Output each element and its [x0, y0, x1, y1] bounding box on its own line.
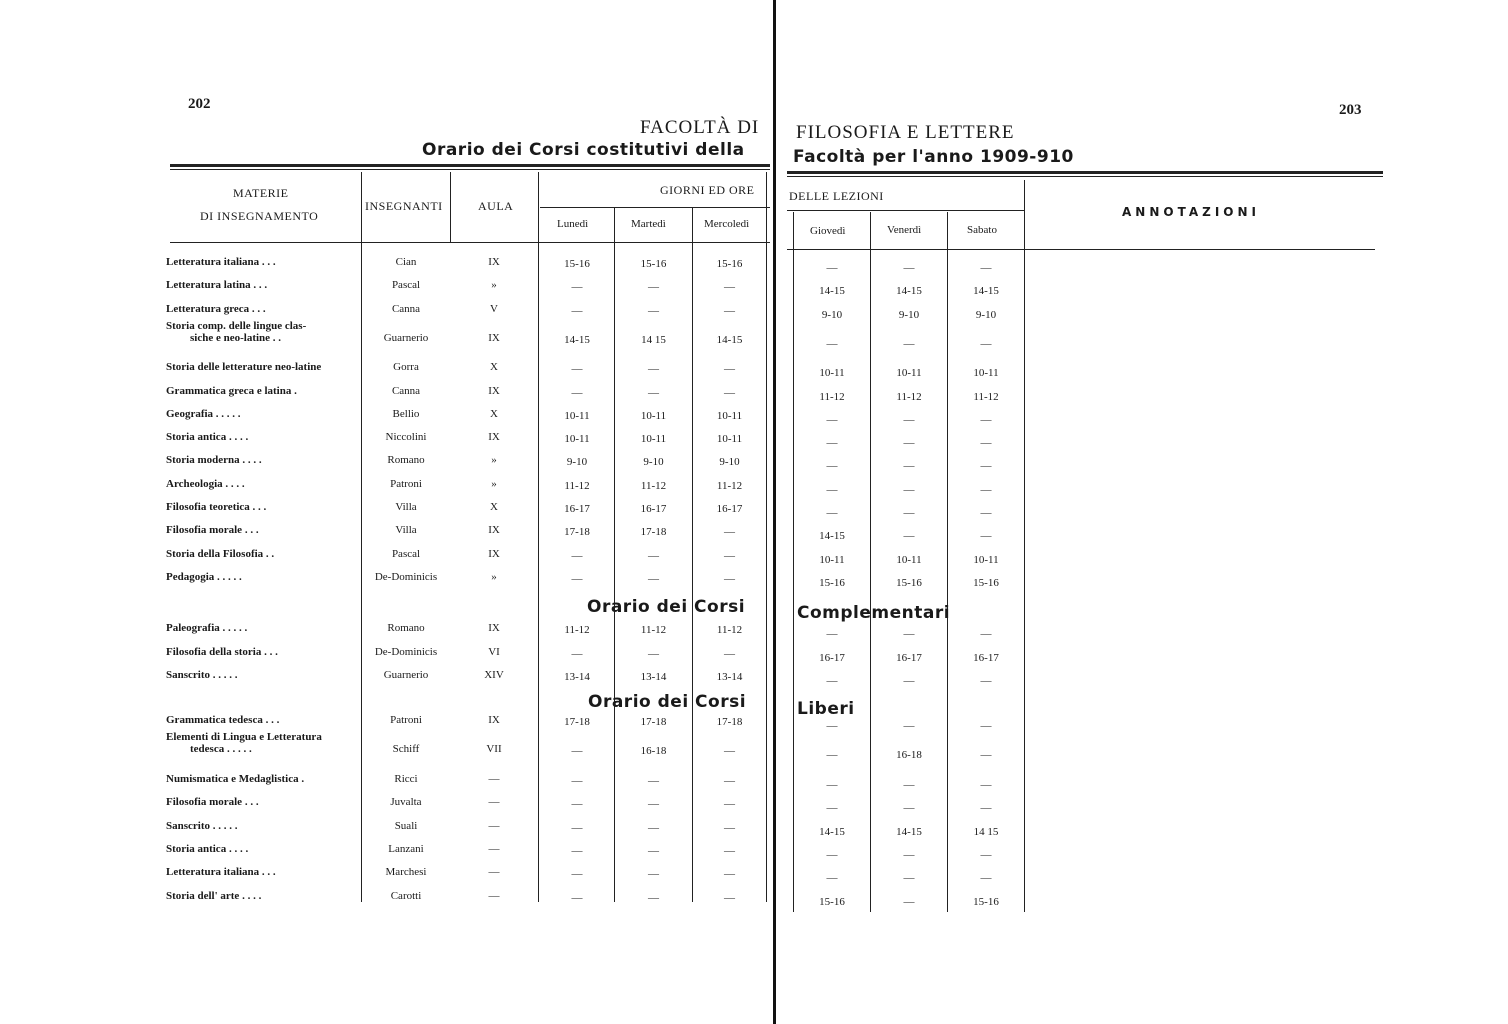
row-fri: — [903, 895, 915, 908]
right-header-bottom-rule [787, 249, 1375, 250]
row-subject: Storia antica . . . . [166, 431, 249, 444]
row-room: — [488, 843, 500, 855]
row-fri: — [903, 802, 915, 815]
row-room: » [491, 477, 497, 490]
row-sat: 11-12 [973, 390, 999, 403]
row-mon: 17-18 [564, 526, 590, 539]
col-subject-line1: MATERIE [233, 186, 289, 200]
row-teacher: Pascal [391, 279, 421, 292]
row-wed: 11-12 [716, 479, 743, 492]
row-subject: Letteratura italiana . . . [166, 256, 276, 268]
row-tue: — [648, 647, 659, 660]
row-mon: — [571, 798, 583, 811]
row-room: — [488, 796, 500, 809]
row-sat: 15-16 [973, 576, 999, 589]
row-thu: 9-10 [821, 308, 843, 321]
col-teachers: INSEGNANTI [365, 199, 443, 213]
row-subject: Numismatica e Medaglistica . [166, 772, 305, 785]
row-wed: — [724, 386, 735, 399]
row-thu: — [826, 720, 838, 732]
row-sat: — [980, 849, 992, 861]
row-teacher: Gorra [393, 361, 419, 374]
row-room: IX [488, 524, 500, 537]
row-sat: — [980, 507, 992, 519]
row-sat: — [980, 675, 992, 687]
row-room: » [491, 279, 497, 292]
row-teacher: Niccolini [385, 431, 427, 444]
row-tue: 10-11 [640, 433, 667, 446]
row-fri: — [903, 507, 915, 519]
row-tue: — [648, 549, 659, 562]
row-subject: Storia comp. delle lingue clas- [166, 319, 307, 332]
row-subject-cont: tedesca . . . . . [190, 743, 252, 756]
row-thu: 14-15 [819, 825, 845, 838]
row-mon: 16-17 [564, 503, 590, 515]
row-room: IX [488, 714, 500, 726]
row-wed: — [724, 821, 735, 834]
row-thu: — [826, 483, 838, 496]
row-thu: — [826, 337, 838, 350]
row-mon: — [571, 549, 583, 562]
col-sep-teacher [450, 172, 451, 242]
row-mon: 13-14 [564, 671, 590, 683]
row-sat: — [980, 483, 992, 496]
book-spine [773, 0, 776, 1024]
col-saturday: Sabato [967, 224, 997, 236]
row-room: — [488, 866, 500, 879]
row-room: V [490, 302, 498, 315]
col-days-group: GIORNI ED ORE [660, 183, 755, 197]
row-tue: 11-12 [640, 479, 667, 492]
row-fri: 14-15 [896, 825, 922, 838]
row-mon: 11-12 [564, 624, 590, 636]
row-subject: Sanscrito . . . . . [166, 669, 238, 681]
row-tue: — [648, 821, 659, 834]
row-wed: — [724, 281, 735, 294]
row-teacher: De-Dominicis [374, 645, 438, 658]
row-fri: — [903, 337, 915, 350]
row-teacher: Villa [395, 501, 417, 513]
row-tue: — [648, 798, 659, 811]
section-liberi-right: Liberi [797, 699, 855, 719]
row-teacher: Marchesi [385, 866, 427, 879]
row-tue: 17-18 [640, 716, 667, 728]
row-thu: — [826, 849, 838, 861]
row-fri: — [903, 483, 915, 496]
right-header-subtitle: Facoltà per l'anno 1909-910 [793, 147, 1074, 167]
left-header-title: FACOLTÀ DI [640, 117, 760, 138]
row-mon: 10-11 [564, 409, 590, 422]
row-tue: 11-12 [640, 624, 667, 636]
row-mon: 9-10 [566, 456, 588, 469]
row-subject: Letteratura latina . . . [166, 279, 268, 292]
row-mon: — [571, 281, 583, 294]
row-tue: — [648, 572, 659, 585]
row-fri: — [903, 262, 915, 274]
row-wed: 15-16 [716, 258, 743, 270]
row-fri: — [903, 460, 915, 473]
row-subject: Paleografia . . . . . [166, 622, 248, 634]
row-room: X [490, 407, 498, 420]
left-header-subtitle: Orario dei Corsi costitutivi della [422, 140, 745, 160]
row-fri: — [903, 778, 915, 791]
row-subject: Filosofia della storia . . . [166, 645, 278, 658]
row-teacher: Patroni [390, 714, 422, 726]
row-wed: — [724, 549, 735, 562]
row-room: » [491, 570, 497, 583]
col-days-group-right: DELLE LEZIONI [789, 189, 884, 203]
row-room: » [491, 454, 497, 467]
row-tue: — [648, 774, 659, 787]
row-thu: 10-11 [819, 553, 845, 566]
row-teacher: Guarnerio [383, 669, 429, 681]
row-sat: 16-17 [973, 651, 999, 664]
row-wed: 10-11 [716, 409, 743, 422]
row-subject: Filosofia morale . . . [166, 524, 259, 537]
row-subject: Grammatica greca e latina . [166, 384, 297, 397]
row-tue: — [648, 386, 659, 399]
row-teacher: Bellio [392, 407, 420, 420]
row-fri: — [903, 437, 915, 450]
row-sat: 9-10 [975, 308, 997, 321]
row-subject-cont: siche e neo-latine . . [190, 331, 282, 344]
row-subject: Letteratura italiana . . . [166, 866, 276, 879]
row-tue: — [648, 304, 659, 317]
row-mon: 14-15 [564, 333, 590, 346]
row-subject: Storia delle letterature neo-latine [166, 361, 322, 374]
row-mon: — [571, 386, 583, 399]
row-subject: Archeologia . . . . [166, 477, 245, 490]
row-room: VII [486, 743, 502, 756]
row-sat: 15-16 [973, 895, 999, 908]
section-complementari-right: Complementari [797, 603, 951, 623]
row-sat: — [980, 778, 992, 791]
row-teacher: Villa [395, 524, 417, 537]
row-fri: — [903, 675, 915, 687]
row-teacher: Romano [387, 622, 425, 634]
row-wed: — [724, 745, 735, 758]
row-teacher: Canna [391, 384, 421, 397]
row-mon: 15-16 [564, 258, 590, 270]
row-sat: 14 15 [973, 825, 999, 838]
row-room: X [490, 501, 498, 513]
row-mon: 17-18 [564, 716, 590, 728]
row-wed: — [724, 774, 735, 787]
row-fri: 10-11 [896, 367, 922, 380]
row-tue: 10-11 [640, 409, 667, 422]
row-thu: — [826, 437, 838, 450]
row-sat: — [980, 720, 992, 732]
row-sat: — [980, 262, 992, 274]
col-sep-wed [766, 172, 767, 902]
row-tue: 14 15 [641, 333, 666, 346]
row-thu: 15-16 [819, 895, 845, 908]
row-sat: 10-11 [973, 553, 999, 566]
row-sat: — [980, 802, 992, 815]
row-mon: 10-11 [564, 433, 590, 446]
row-wed: 16-17 [716, 503, 743, 515]
row-room: IX [488, 384, 500, 397]
row-teacher: De-Dominicis [374, 570, 438, 583]
row-sat: — [980, 337, 992, 350]
row-fri: 10-11 [896, 553, 922, 566]
row-room: XIV [484, 669, 504, 681]
row-mon: — [571, 745, 583, 758]
row-wed: — [724, 304, 735, 317]
row-teacher: Schiff [392, 743, 420, 756]
row-wed: — [724, 526, 735, 539]
row-sat: — [980, 628, 992, 640]
row-thu: — [826, 802, 838, 815]
row-room: IX [488, 331, 500, 344]
row-mon: — [571, 363, 583, 376]
right-header-title: FILOSOFIA E LETTERE [796, 122, 1015, 143]
row-tue: — [648, 281, 659, 294]
row-teacher: Cian [395, 256, 417, 268]
row-sat: — [980, 413, 992, 426]
row-mon: — [571, 572, 583, 585]
row-teacher: Canna [391, 302, 421, 315]
row-thu: 14-15 [819, 530, 845, 543]
row-room: — [488, 772, 500, 785]
row-mon: — [571, 891, 583, 904]
col-sep-room [538, 172, 539, 902]
row-wed: — [724, 363, 735, 376]
section-liberi-left: Orario dei Corsi [588, 692, 747, 712]
row-teacher: Guarnerio [383, 331, 429, 344]
row-wed: 13-14 [716, 671, 743, 683]
row-room: IX [488, 547, 500, 560]
row-mon: — [571, 304, 583, 317]
row-fri: 11-12 [896, 390, 922, 403]
row-fri: 14-15 [896, 285, 922, 298]
row-tue: 9-10 [643, 456, 664, 469]
row-fri: 15-16 [896, 576, 922, 589]
row-tue: 15-16 [640, 258, 667, 270]
row-room: VI [488, 645, 500, 658]
row-fri: 9-10 [898, 308, 920, 321]
row-wed: — [724, 868, 735, 881]
left-top-rule [170, 164, 770, 167]
annotations-heading: ANNOTAZIONI [1122, 205, 1260, 219]
row-thu: 16-17 [819, 651, 845, 664]
left-header-bottom-rule [170, 242, 770, 243]
col-subject-line2: DI INSEGNAMENTO [200, 209, 319, 223]
col-sep-sat [1024, 180, 1025, 912]
row-fri: — [903, 413, 915, 426]
row-teacher: Pascal [391, 547, 421, 560]
row-sat: — [980, 749, 992, 762]
row-thu: — [826, 675, 838, 687]
row-sat: — [980, 437, 992, 450]
row-tue: 16-18 [640, 745, 667, 758]
row-subject: Storia dell' arte . . . . [166, 889, 262, 902]
row-mon: — [571, 774, 583, 787]
row-subject: Filosofia morale . . . [166, 796, 259, 809]
row-wed: — [724, 845, 735, 857]
row-sat: 14-15 [973, 285, 999, 298]
col-friday: Venerdì [887, 224, 922, 236]
row-thu: — [826, 460, 838, 473]
row-room: IX [488, 622, 500, 634]
row-tue: 16-17 [640, 503, 667, 515]
right-top-rule-thin [787, 176, 1383, 177]
row-thu: — [826, 749, 838, 762]
row-thu: — [826, 872, 838, 885]
row-mon: — [571, 868, 583, 881]
row-thu: 10-11 [819, 367, 845, 380]
row-teacher: Carotti [390, 889, 422, 902]
row-subject: Storia antica . . . . [166, 843, 249, 855]
row-fri: 16-17 [896, 651, 922, 664]
row-thu: — [826, 507, 838, 519]
row-teacher: Patroni [390, 477, 422, 490]
row-subject: Filosofia teoretica . . . [166, 501, 267, 513]
right-page-number: 203 [1339, 102, 1362, 118]
row-room: — [488, 889, 500, 902]
row-wed: — [724, 572, 735, 585]
col-thursday: Giovedì [810, 225, 846, 237]
row-thu: — [826, 778, 838, 791]
row-subject: Letteratura greca . . . [166, 302, 266, 315]
row-sat: 10-11 [973, 367, 999, 380]
left-top-rule-thin [170, 169, 770, 170]
row-fri: — [903, 872, 915, 885]
row-fri: — [903, 720, 915, 732]
row-tue: 17-18 [640, 526, 667, 539]
row-wed: — [724, 891, 735, 904]
row-subject: Geografia . . . . . [166, 407, 241, 420]
row-sat: — [980, 872, 992, 885]
row-subject: Pedagogia . . . . . [166, 570, 242, 583]
row-teacher: Suali [394, 819, 418, 832]
row-wed: 9-10 [719, 456, 740, 469]
row-tue: — [648, 891, 659, 904]
row-sat: — [980, 530, 992, 543]
left-page-number: 202 [188, 96, 211, 112]
row-wed: 10-11 [716, 433, 743, 446]
row-thu: — [826, 413, 838, 426]
row-wed: — [724, 798, 735, 811]
row-subject: Elementi di Lingua e Letteratura [166, 731, 322, 744]
row-teacher: Lanzani [388, 843, 424, 855]
row-mon: 11-12 [564, 479, 590, 492]
row-fri: — [903, 628, 915, 640]
row-tue: — [648, 363, 659, 376]
row-wed: 17-18 [716, 716, 743, 728]
row-fri: — [903, 849, 915, 861]
row-fri: — [903, 530, 915, 543]
row-teacher: Juvalta [390, 796, 422, 809]
row-room: IX [488, 431, 500, 444]
row-mon: — [571, 647, 583, 660]
row-mon: — [571, 821, 583, 834]
row-room: X [490, 361, 498, 374]
row-thu: 15-16 [819, 576, 845, 589]
row-tue: — [648, 845, 659, 857]
row-thu: 14-15 [819, 285, 845, 298]
col-wednesday: Mercoledì [704, 218, 750, 230]
row-subject: Storia moderna . . . . [166, 454, 262, 467]
right-days-group-rule [787, 210, 1024, 211]
row-room: IX [488, 256, 500, 268]
row-thu: — [826, 628, 838, 640]
row-subject: Sanscrito . . . . . [166, 819, 238, 832]
col-tuesday: Martedì [631, 218, 666, 230]
right-top-rule [787, 171, 1383, 174]
row-tue: — [648, 868, 659, 881]
days-group-rule [540, 207, 770, 208]
row-thu: — [826, 262, 838, 274]
section-complementari-left: Orario dei Corsi [587, 597, 746, 617]
row-wed: 11-12 [716, 624, 743, 636]
row-sat: — [980, 460, 992, 473]
row-thu: 11-12 [819, 390, 845, 403]
col-room: AULA [478, 199, 514, 213]
row-wed: 14-15 [716, 333, 743, 346]
row-teacher: Ricci [394, 772, 418, 785]
row-room: — [488, 819, 500, 832]
row-subject: Grammatica tedesca . . . [166, 714, 280, 726]
row-fri: 16-18 [896, 749, 922, 762]
row-mon: — [571, 845, 583, 857]
col-monday: Lunedì [557, 218, 589, 230]
row-tue: 13-14 [640, 671, 667, 683]
row-wed: — [724, 647, 735, 660]
row-teacher: Romano [387, 454, 425, 467]
row-subject: Storia della Filosofia . . [166, 547, 275, 560]
